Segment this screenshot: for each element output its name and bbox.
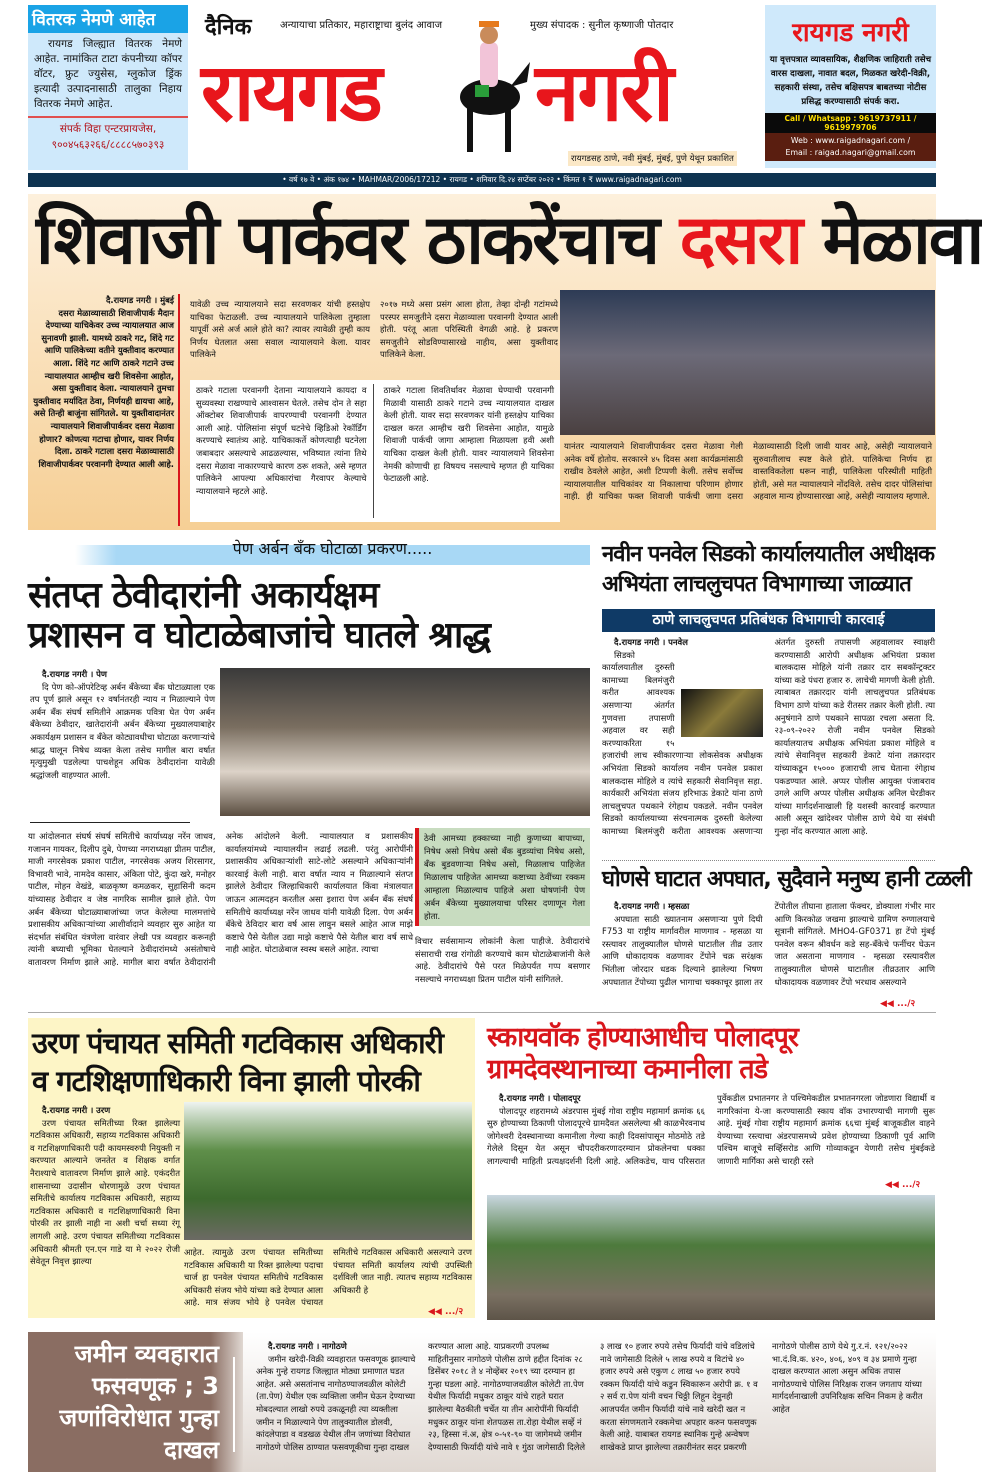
issue-info-bar: • वर्ष १७ वे • अंक १७४ • MAHMAR/2006/17212 • रायगड • शनिवार दि.२४ सप्टेंबर २०२२ • किंमत १ ₹ www.raigadnagari.com xyxy=(28,173,936,187)
pen-body: या आंदोलनात संघर्ष संघर्ष समितीचे कार्याध्यक्ष नरेंन जाधव, गजानन गायकर, दिलीप दुबे, पेणच्या नगराध्यक्षा प्रीतम पाटील, माजी नगरसेवक प्रकाश पाटील, नगरसेवक अजय शिरसागर, विभावरी भावे, नामदेव कासार, अंकिता पोटे, कुंदा खरे, मनोहर पाटील, मोहन वेखंडे, बाळकृष्ण कमळकर, सुहासिनी कदम यांच्यासह ठेवीदार व जेष्ठ नागरिक सामील झाले होते. पेण अर्बन बँकेच्या घोटाळ्याबाजांच्या जप्त केलेल्या मालमत्तांचे प्रशासकीय अधिकाऱ्यांच्या आशीर्वादाने व्यवहार सुरु आहेत या संदर्भात संबंधित यंत्रणेला वारंवार लेखी पत्र व्यवहार करूनही त्यांनी बघ्याची भूमिका घेतल्याने ठेवीदारांमध्ये असंतोषाचे वातावरण निर्माण झाले आहे. मागील बारा वर्षात ठेवीदारांनी अनेक आंदोलने केली. न्यायालयात व प्रशासकीय कार्यालयांमध्ये न्यायालयीन लढाई लढली. परंतु आरोपींनी प्रशासकीय अधिकाऱ्यांशी साटे-लोटे असल्याने अधिकाऱ्यांनी कारवाई केली नाही. बारा वर्षात न्याय न मिळाल्याने संतप्त झालेले ठेवीदार जिल्हाधिकारी कार्यालयात किंवा मंत्रालयात जाऊन आत्मदहन करतील असा इशारा पेण अर्बन बँक संघर्ष समितीचे कार्याध्यक्ष नरेंन जाधव यांनी यावेळी दिला. पेण अर्बन बँकेचे ठेविदार बारा वर्ष आस लावुन बसले आहेत आज माझे कष्टाचे पैसे येतील उद्या माझे कष्टाचे पैसे येतील बारा वर्ष साधे नाही आहेत. घोटाळेबाज स्वस्थ बसले आहेत. त्याचा xyxy=(28,831,413,967)
poladpur-body: दै.रायगड नगरी । पोलादपूर पोलादपूर शहरामध्ये अंडरपास मुंबई गोवा राष्ट्रीय महामार्ग क्रमांक ६६ सुरु होण्याच्या ठिकाणी पोलादपूरचे ग्रामदैवत असलेल्या श्री काळभैरवनाथ जोगेश्वरी देवस्थानाच्या कमानीला गेल्या काही दिवसांपासून मोठमोठे तडे गेलेले दिसून येत असून चौपदरीकरणादरम्यान प्रोकलेनचा धक्का लागल्याची माहिती प्रत्यक्षदर्शनी दिली आहे. अलिकडेच, याच परिसरात पुर्वेकडील प्रभातनगर ते पश्चिमेकडील प्रभातनगरला जोडणारा विद्यार्थी व नागरिकांना ये-जा करण्यासाठी स्काय वॉक उभारण्याची मागणी सुरू आहे. मुंबई गोवा राष्ट्रीय महामार्ग क्रमांक ६६चा मुंबई बाजूकडील वाहने येण्याच्या रस्त्याचा अंडरपासमध्ये प्रवेश होण्याच्या ठिकाणी पूर्व आणि पश्चिम बाजूचे सर्व्हिसरोड आणि गोव्याकडून येणारी तसेच मुंबईकडे जाणारी मार्गिका असे चारही रस्ते xyxy=(487,1093,935,1166)
publication-cities: रायगडसह ठाणे, नवी मुंबई, मुंबई, पुणे येथून प्रकाशित xyxy=(568,151,737,166)
chief-editor: मुख्य संपादक : सुनील कृष्णाजी पोतदार xyxy=(530,20,674,31)
ad-body: रायगड जिल्ह्यात वितरक नेमणे आहेत. नामांकित टाटा कंपनीच्या कॉपर वॉटर, फ्रुट ज्युसेस, ग्लुकोज ड्रिंक इत्यादी उत्पादनासाठी तालुका निहाय वितरक नेमणे आहेत. xyxy=(28,33,188,118)
tagline: अन्यायाचा प्रतिकार, महाराष्ट्राचा बुलंद आवाज xyxy=(280,20,443,31)
uran-body-2: आहेत. त्यामुळे उरण पंचायत समितीच्या गटविकास अधिकारी या रिक्त झालेल्या पदाचा चार्ज हा पनवेल पंचायत समितीचे गटविकास अधिकारी संजय भोये यांच्या कडे देण्यात आला आहे. मात्र संजय भोये हे पनवेल पंचायत समितीचे गटविकास अधिकारी असल्याने उरण पंचायत समिती कार्यालय त्यांची उपस्थिती दर्शविली जात नाही. त्यातच सहाय्य गटविकास अधिकारी हे xyxy=(184,1247,472,1308)
ghonse-body: दै.रायगड नगरी । म्हसळा अपघाता साठी ख्यातनाम असणाऱ्या पुणे दिघी F753 या राष्ट्रीय मार्गावरील माणगाव - म्हसळा या रस्त्यावर तालुक्यातील घोणसे घाटातील तीव्र उतार आणि धोकादायक वळणावर टेंपोने चक्र सरंक्षक भिंतीला जोरदार धडक दिल्याने झालेल्या भिषण अपघातात टेंपोच्या पुढील भागाचा चक्काचूर झाला तर टेंपोतील तीघाना हाताला फॅक्चर, डोक्याला गंभीर मार आणि किरकोळ जखमा झाल्याचे ग्रामिण रुग्णालयाचे सूत्रानी सांगितले. MHO4-GF0371 हा टेंपो मुंबई पनवेल वरून श्रीवर्धन कडे सह-बँकेचे फर्नीचर घेऊन जात असताना माणगाव - म्हसळा रस्त्यावरील तालुक्यातील घोणसे घाटातील तीव्रउतार आणि धोकादायक वळणावर टेंपो भरधाव असल्याने xyxy=(602,901,935,987)
pen-intro: दै.रायगड नगरी । पेण दि पेण को-ऑपरेटिव्ह अर्बन बँकेच्या बँक घोटाळ्याला एक तप पूर्ण झाले असून १२ वर्षानंतरही न्याय न मिळाल्याने पेण अर्बन बँक संघर्ष समितीने आक्रमक पवित्रा घेत पेण अर्बन बँकेच्या ठेवीदार, खातेदारांनी अर्बन बँकेच्या मुख्यालयाबाहेर अकार्यक्षम प्रशासन व बँकेत कोट्यावधीचा घोटाळा करणाऱ्यांचे श्राद्ध घालून निषेध व्यक्त केला तसेच मागील बारा वर्षात मृत्युमुखी पडलेल्या पाचशेहून अधिक ठेवीदारांना यावेळी श्रद्धांजली वाहण्यात आली. xyxy=(30,669,215,780)
lead-col-right: यानंतर न्यायालयाने शिवाजीपार्कवर दसरा मेळावा गेली अनेक वर्षे होतोय. सरकारने ४५ दिवस अशा कार्यक्रमांसाठी राखीव ठेवलेले आहेत, अशी टिप्पणी केली. तसेच सर्वोच्च न्यायालयातील याचिकांवर या निकालाचा परिणाम होणार नाही. ही याचिका फक्त शिवाजी पार्कची जागा दसरा मेळाव्यासाठी दिली जावी यावर आहे, असेही न्यायालयाने सुरुवातीलाच स्पष्ट केले होते. पालिकेचा निर्णय हा वास्तविकतेला धरून नाही, पालिकेला परिस्थीती माहिती होती, असे मत न्यायालयाने नोंदविले. तसेच दादर पोलिसांचा अहवाल मान्य होण्यासारखा आहे, असेही न्यायालय म्हणाले. xyxy=(564,441,932,502)
ad-body: या वृत्तपत्रात व्यावसायिक, शैक्षणिक जाहिराती तसेच वारस दाखला, नावात बदल, मिळकत खरेदी-विक्री, सहकारी संस्था, तसेच बक्षिसपत्र बाबतच्या नोटीस प्रसिद्ध करण्यासाठी संपर्क करा. xyxy=(769,55,932,107)
lead-story xyxy=(28,194,982,530)
rally-photo xyxy=(560,290,935,435)
whatsapp-contact: Call / Whatsapp : 9619737911 / 9619979706 xyxy=(765,113,936,133)
pen-headline: संतप्त ठेवीदारांनी अकार्यक्षम प्रशासन व घोटाळेबाजांचे घातले श्राद्ध xyxy=(28,575,491,656)
pen-quote-box: ठेवी आमच्या हक्काच्या नाही कुणाच्या बापाच्या, निषेध असो निषेध असो बँक बुडव्यांचा निषेध असो, बँक बुडवणाऱ्या निषेध असो, मिळालाच पाहिजेत मिळालाच पाहिजेत आमच्या कष्टाच्या ठेवींच्या रक्कम आम्हाला मिळाल्याच पाहिजे अशा घोषणांनी पेण अर्बन बँकेच्या मुख्यालयाचा परिसर दणाणून गेला होता. xyxy=(415,828,590,926)
masthead-name-left: रायगड xyxy=(201,46,381,139)
uran-headline: उरण पंचायत समिती गटविकास अधिकारी व गटशिक्षणाधिकारी विना झाली पोरकी xyxy=(32,1026,443,1098)
lead-col-2: यावेळी उच्च न्यायालयाने सदा सरवणकर यांची हस्तक्षेप याचिका फेटाळली. उच्च न्यायालयाने पालिकेला तुम्हाला यापूर्वी असे अर्ज आले होते का? त्यावर त्यावेळी तुम्ही काय निर्णय घेतलात असा सवाल न्यायालयाने केला. यावर पालिकेने xyxy=(190,299,370,360)
lead-headline: शिवाजी पार्कवर ठाकरेंचाच दसरा मेळावा xyxy=(36,201,982,280)
lead-col-3: २०१७ मध्ये असा प्रसंग आला होता, तेव्हा दोन्ही गटांमध्ये परस्पर समजुतीने दसरा मेळाव्याला परवानगी देण्यात आली होती. परंतू आता परिस्थिती वेगळी आहे. हे प्रकरण समजुतीने सोडविण्यासारखे नाहीय, असा युक्तीवाद पालिकेने केला. xyxy=(380,299,558,360)
arch-photo xyxy=(487,1195,935,1320)
uran-body-1: दै.रायगड नगरी । उरण उरण पंचायत समितीच्या रिक्त झालेल्या गटविकास अधिकारी, सहाय्य गटविकास अधिकारी व गटशिक्षणाधिकारी पदी कायमस्वरुपी नियुक्ती न करण्यात आल्याने जनतेत व शिक्षक वर्गात नैराश्याचे वातावरण निर्माण झाले आहे. एकंदरीत शासनाच्या उदासीन धोरणामुळे उरण पंचायत समितीचे कार्यालय गटविकास अधिकारी, सहाय्य गटविकास अधिकारी व गटशिक्षणाधिकारी विना पोरकी तर झाली नाही ना अशी चर्चा सध्या रंगू लागली आहे. उरण पंचायत समितीच्या गटविकास अधिकारी श्रीमती एन.एन गाडे या मे २०२२ रोजी सेवेतून निवृत्त झाल्या xyxy=(30,1105,180,1267)
email[interactable]: Email : raigad.nagari@gmail.com xyxy=(785,148,916,157)
distributor-ad xyxy=(28,5,188,170)
uran-story xyxy=(28,1018,475,1318)
lead-col-1: दै.रायगड नगरी । मुंबई दसरा मेळाव्यासाठी शिवाजीपार्क मैदान देण्याच्या याचिकेवर उच्च न्यायालयात आज सुनावणी झाली. यामध्ये ठाकरे गट, शिंदे गट आणि पालिकेच्या वतीने युक्तीवाद करण्यात आला. शिंदे गट आणि ठाकरे गटाने उच्च न्यायालयात आम्हीच खरी शिवसेना आहोत, असा युक्तीवाद केला. न्यायालयाने तुमचा युक्तीवाद मर्यादित ठेवा, निर्णयही द्यायचा आहे, असे तिन्ही बाजुंना सांगितले. या युक्तीवादानंतर न्यायालयाने शिवाजीपार्कवर दसरा मेळावा होणार? कोणत्या गटाचा होणार, यावर निर्णय दिला. ठाकरे गटाला दसरा मेळाव्यासाठी शिवाजीपार्कवर परवानगी देण्यात आली आहे. xyxy=(30,294,180,526)
protest-photo xyxy=(220,668,590,816)
ghonse-headline: घोणसे घाटात अपघात, सुदैवाने मनुष्य हानी टळली xyxy=(602,867,971,892)
ad-title: वितरक नेमणे आहेत xyxy=(28,5,188,33)
pen-tail: विचार सर्वसामान्य लोकांनी केला पाहीजे. ठेवीदारांचे संसाराची राख रांगोळी करण्याचे काम घोटाळेबाजांनी केले आहे. ठेवीदारांचे पैसे परत मिळेपर्यंत गप्प बसणार नसल्याचे नगराध्यक्षा प्रितम पाटील यांनी सांगितले. xyxy=(415,936,590,984)
dainik-label: दैनिक xyxy=(205,15,252,40)
land-headline: जमीन व्यवहारात फसवणूक ; 3 जणांविरोधात गुन्हा दाखल xyxy=(28,1332,243,1472)
horse-rider-icon xyxy=(435,7,535,157)
cidco-body: दै.रायगड नगरी । पनवेल सिडको कार्यालयातील दुरुस्ती कामाच्या बिलमंजुरी करीत आवश्यक असणाऱ्या अंतर्गत गुणवत्ता तपासणी अहवाल वर सही करण्याकरिता १५ हजारांची लाच स्वीकारणाऱ्या लोकसेवक अधीक्षक अभियंता सिडको कार्यालय नवीन पनवेल प्रकाश बालकदास मोहिले व त्यांचे सहकारी सेवानिवृत्त सहा. कार्यकारी अभियंता संजय हरिभाऊ डेकाटे यांना ठाणे लाचलुचपत पथकाने रंगेहाथ पकडले. नवीन पनवेल सिडको कार्यालयाच्या संरचनात्मक दुरुस्ती केलेल्या कामाच्या बिलमंजुरी करीता आवश्यक असणाऱ्या अंतर्गत दुरुस्ती तपासणी अहवालावर स्वाक्षरी करण्यासाठी आरोपी अधीक्षक अभियंता प्रकाश बालकदास मोहिले यांनी तक्रार दार सबकॉन्ट्रक्टर यांच्या कडे पंधरा हजार रु. लाचेची मागणी केली होती. त्याबाबत तक्रारदार यांनी लाचलुचपत प्रतिबंधक विभाग ठाणे यांच्या कडे रीतसर तक्रार केली होती. त्या अनुषंगाने ठाणे पथकाने सापळा रचला असता दि. २३-०९-२०२२ रोजी नवीन पनवेल सिडको कार्यालयातच अधीक्षक अभियंता प्रकाश मोहिले व त्यांचे सेवानिवृत्त सहकारी डेकाटे यांना तक्रारदार यांच्याकडून १५००० हजाराची लाच घेताना रंगेहाथ पकडण्यात आले. अप्पर पोलीस आयुक्त पंजाबराव उगले आणि अप्पर पोलीस अधीक्षक अनिल घेरडीकर यांच्या मार्गदर्शनाखाली हि यशस्वी कारवाई करण्यात आली असून खांदेश्वर पोलीस ठाणे येथे या संबंधी गुन्हा नोंद करण्यात आला आहे. xyxy=(602,637,935,836)
ad-contact: संपर्क विहा एन्टरप्रायजेस, xyxy=(59,123,157,135)
newspaper-logo xyxy=(195,5,760,170)
continued-link[interactable]: ◀◀ .../२ xyxy=(880,999,916,1009)
poladpur-headline: स्कायवॉक होण्याआधीच पोलादपूर ग्रामदेवस्थानाच्या कमानीला तडे xyxy=(487,1022,798,1085)
cidco-headline: नवीन पनवेल सिडको कार्यालयातील अधीक्षक अभियंता लाचलुचपत विभागाच्या जाळ्यात xyxy=(602,542,935,597)
masthead-name-right: नगरी xyxy=(535,46,672,139)
cidco-banner: ठाणे लाचलुचपत प्रतिबंधक विभागाची कारवाई xyxy=(602,609,935,632)
ad-brand: रायगड नगरी xyxy=(792,18,909,48)
land-body: दै.रायगड नगरी । नागोठणे जमीन खरेदी-विक्री व्यवहारात फसवणूक झाल्याचे अनेक गुन्हे रायगड जिल्ह्यात मोठ्या प्रमाणात घडत आहेत. असे असतांनाच नागोठण्याजवळील कोलेटी (ता.पेण) येथील एक व्यक्तिला जमीन घेऊन देण्याच्या मोबदल्यात लाखो रुपये उकळूनही त्या व्यक्तीला जमीन न मिळाल्याने पेण तालुक्यातील डोलवी, कांदलेपाडा व वडखळ येथील तीन जणांच्या विरोधात नागोठणे पोलिस ठाण्यात फसवणूकीचा गुन्हा दाखल करण्यात आला आहे. याप्रकरणी उपलब्ध माहितीनुसार नागोठणे पोलीस ठाणे हद्दीत दिनांक २८ डिसेंबर २०१८ ते ४ नोव्हेंबर २०१९ च्या दरम्यान हा गुन्हा घडला आहे. नागोठण्याजवळील कोलेटी ता.पेण येथील फिर्यादी मधुकर ठाकूर यांचे राहते घरात झालेल्या बैठकीती चर्चेत या तीन आरोपींनी फिर्यादी मधुकर ठाकूर यांना शेतपळस ता.रोहा येथील सर्व्हे नं २३, हिस्सा नं.अ, क्षेत्र ०-५१-९० या जागेमध्ये जमीन देण्यासाठी फिर्यादी यांचे नावे १ गुंठा जागेसाठी दिलेले ३ लाख १० हजार रुपये तसेच फिर्यादी यांचे वडिलांचे नावे जागेसाठी दिलेले ५ लाख रुपये व विटांचे ४० हजार रुपये असे एकुण ८ लाख ५० हजार रुपये रक्कम फिर्यादी यांचे कडुन स्विकारून अरोपी क्र. १ व २ सर्व रा.पेण यांनी वचन चिठ्ठी लिहून देवुनही आजपर्यंत जमीन फिर्यादी यांचे नावे खरेदी खत न करता संगणमताने रक्कमेचा अपहार करुन फसवणुक केली आहे. याबाबत रायगड स्थानिक गुन्हे अन्वेषण शाखेकडे प्राप्त झालेल्या तक्रारीनंतर सदर प्रकरणी नागोठणे पोलीस ठाणे येथे गु.र.नं. १२१/२०२२ भा.दं.वि.क. ४२०, ४०६, ४०९ व ३४ प्रमाणे गुन्हा दाखल करण्यात आला असुन अधिक तपास नागोठण्याचे पोलिस निरिक्षक राजन जगताप यांच्या मार्गदर्शनाखाली उपनिरिक्षक सचिन निकम हे करीत आहेत xyxy=(256,1341,923,1452)
land-fraud-story xyxy=(28,1332,936,1472)
panchayat-office-photo xyxy=(184,1102,472,1240)
advertise-ad xyxy=(765,5,936,168)
dateline: दै.रायगड नगरी । मुंबई xyxy=(105,295,174,305)
lead-inset-box: ठाकरे गटाला परवानगी देताना न्यायालयाने कायदा व सुव्यवस्था राखण्याचे आश्वासन घेतले. तसेच दोन ते सहा ऑक्टोबर शिवाजीपार्क वापरण्याची परवानगी देण्यात आली आहे. पोलिसांना संपूर्ण घटनेचे व्हिडिओ रेकॉर्डिंग करण्याचे स्वातंत्र्य आहे. याचिकाकर्ते कोणत्याही घटनेला जबाबदार असल्याचे आढळल्यास, भविष्यात त्यांना तिथे दसरा मेळावा नाकारण्याचे कारण ठरू शकते, असे म्हणत पालिकेने आपल्या अधिकारांचा गैरवापर केल्याचे न्यायालयाने म्हटले आहे. ठाकरे गटाला शिवतिर्थावर मेळावा घेण्याची परवानगी मिळावी यासाठी ठाकरे गटाने उच्च न्यायालयात दाखल केली होती. यावर सदा सरवणकर यांनी हस्तक्षेप याचिका दाखल करत आम्हीच खरी शिवसेना आहोत, यामुळे शिवाजी पार्कची जागा आम्हाला मिळायला हवी अशी याचिका दाखल केली होती. यावर न्यायालयाने शिवसेना नेमकी कोणाची हा विषयच नसल्याचे म्हणत ही याचिका फेटाळली आहे. xyxy=(190,380,560,522)
kicker-band: पेण अर्बन बँक घोटाळा प्रकरण..... xyxy=(75,545,590,565)
bribe-photo xyxy=(681,689,763,737)
website[interactable]: Web : www.raigadnagari.com / xyxy=(790,136,911,145)
ad-phones: ९००४५६३२६६/८८८८५७०३९३ xyxy=(51,139,165,151)
continued-link[interactable]: ◀◀ .../२ xyxy=(885,1180,921,1190)
continued-link[interactable]: ◀◀ .../२ xyxy=(428,1307,464,1317)
